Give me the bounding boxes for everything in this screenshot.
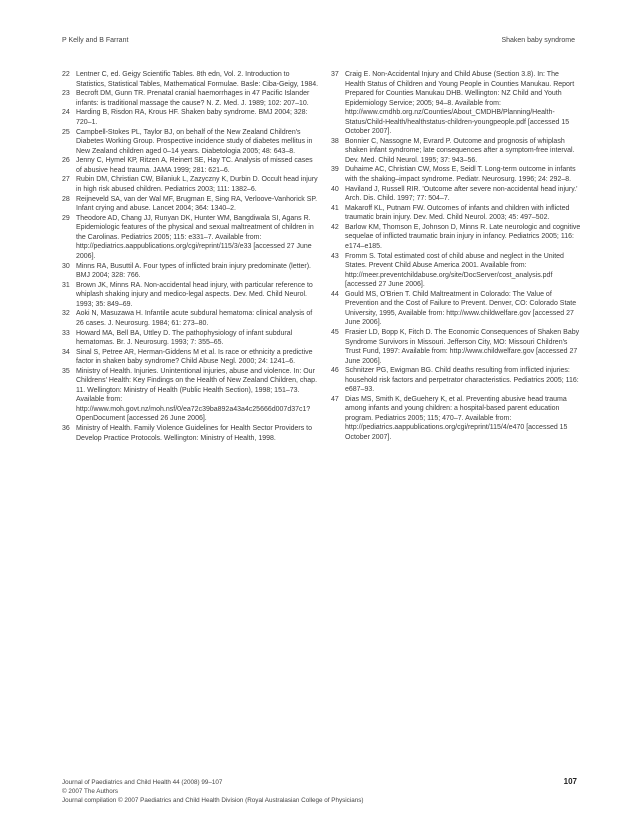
- reference-item: [331, 70, 581, 137]
- footer-journal-citation: Journal of Paediatrics and Child Health 44 (2008) 99–107: [62, 779, 223, 786]
- reference-number: 47: [331, 395, 339, 403]
- reference-text: Bonnier C, Nassogne M, Evrard P. Outcome and prognosis of whiplash shaken infant syndrome; late consequences after a symptom-free interval. Dev. Med. Child Neurol. 1995; 37: 943–56.: [345, 137, 575, 164]
- reference-number: 41: [331, 204, 339, 212]
- reference-number: 40: [331, 185, 339, 193]
- reference-number: 39: [331, 166, 339, 174]
- reference-item: [62, 156, 320, 175]
- reference-item: [62, 348, 320, 367]
- reference-text: Haviland J, Russell RIR. 'Outcome after severe non-accidental head injury.' Arch. Dis. Child. 1997; 77: 504–7.: [345, 185, 578, 203]
- reference-item: [331, 252, 581, 290]
- reference-number: 26: [62, 157, 70, 165]
- reference-item: [62, 195, 320, 214]
- reference-number: 25: [62, 128, 70, 136]
- reference-text: Rubin DM, Christian CW, Bilaniuk L, Zazyczny K, Durbin D. Occult head injury in high risk abused children. Pediatrics 2003; 111: 1382–6.: [76, 176, 318, 193]
- reference-text: Reijneveld SA, van der Wal MF, Brugman E, Sing RA, Verloove-Vanhorick SP. Infant crying and abuse. Lancet 2004; 364: 1340–2.: [76, 195, 318, 213]
- footer-compilation: Journal compilation © 2007 Paediatrics and Child Health Division (Royal Australasian College of Physicians): [62, 797, 364, 804]
- references-right-column: [331, 70, 581, 443]
- reference-number: 45: [331, 329, 339, 336]
- reference-item: [62, 108, 320, 127]
- reference-number: 32: [62, 310, 70, 318]
- reference-number: 42: [331, 223, 339, 231]
- reference-text: Schnitzer PG, Ewigman BG. Child deaths resulting from inflicted injuries: household risk factors and perpetrator characteristics. Pediatrics 2005; 116: e687–93.: [345, 367, 579, 394]
- reference-number: 44: [331, 290, 339, 298]
- reference-text: Barlow KM, Thomson E, Johnson D, Minns R. Late neurologic and cognitive sequelae of inflicted traumatic brain injury in infancy. Pediatrics 2005; 116: e174–e185.: [345, 223, 581, 250]
- reference-item: [331, 165, 581, 184]
- reference-text: Dias MS, Smith K, deGuehery K, et al. Preventing abusive head trauma among infants and young children: a hospital-based parent education program. Pediatrics 2005; 115; 470–7. Available from: http://pediatrics.aappublications.org/cgi/reprint/115/4/e470 [accessed 15 October 2007].: [345, 395, 568, 441]
- reference-number: 43: [331, 252, 339, 260]
- reference-number: 27: [62, 176, 70, 184]
- reference-text: Becroft DM, Gunn TR. Prenatal cranial haemorrhages in 47 Pacific Islander infants: is traditional massage the cause? N. Z. Med. J. 1989; 102: 207–10.: [76, 90, 310, 107]
- running-header-authors: P Kelly and B Farrant: [62, 37, 129, 44]
- reference-item: [62, 70, 320, 89]
- reference-item: [331, 204, 581, 223]
- reference-number: 24: [62, 109, 70, 117]
- reference-item: [331, 137, 581, 166]
- reference-item: [331, 395, 581, 443]
- reference-item: [331, 290, 581, 328]
- reference-number: 23: [62, 90, 70, 98]
- reference-item: [62, 214, 320, 262]
- reference-text: Sinal S, Petree AR, Herman-Giddens M et al. Is race or ethnicity a predictive factor in shaken baby syndrome? Child Abuse Negl. 2000; 24: 1241–6.: [76, 348, 313, 366]
- reference-text: Brown JK, Minns RA. Non-accidental head injury, with particular reference to whiplash shaking injury and medico-legal aspects. Dev. Med. Child Neurol. 1993; 35: 849–69.: [76, 281, 313, 308]
- reference-item: [62, 262, 320, 281]
- reference-text: Ministry of Health. Injuries. Unintentional injuries, abuse and violence. In: Our Childrens' Health: Key Findings on the Health of New Zealand Children, chap. 11. Wellington: Ministry of Health (Public Health Section), 1998; 151–73. Available from: http://www.moh.govt.nz/moh.nsf/0/ea72c39ba892a43a4c25666d007d37c1?OpenDocument [accessed 26 June 2006].: [76, 367, 318, 423]
- reference-text: Jenny C, Hymel KP, Ritzen A, Reinert SE, Hay TC. Analysis of missed cases of abusive head trauma. JAMA 1999; 281: 621–6.: [76, 157, 313, 174]
- references-left-column: [62, 70, 320, 443]
- reference-item: [331, 185, 581, 204]
- reference-text: Minns RA, Busuttil A. Four types of inflicted brain injury predominate (letter). BMJ 2004; 328: 766.: [76, 262, 311, 279]
- reference-item: [62, 128, 320, 157]
- reference-number: 22: [62, 71, 70, 78]
- reference-item: [62, 367, 320, 424]
- reference-text: Theodore AD, Chang JJ, Runyan DK, Hunter WM, Bangdiwala SI, Agans R. Epidemiologic features of the physical and sexual maltreatment of children in the Carolinas. Pediatrics 2005; 115: e331–7. Available from: http://pediatrics.aappublications.org/cgi/reprint/115/3/e33 [accessed 27 June 2006].: [76, 214, 314, 260]
- reference-text: Duhaime AC, Christian CW, Moss E, Seidl T. Long-term outcome in infants with the shaking–impact syndrome. Pediatr. Neurosurg. 1996; 24: 292–8.: [345, 166, 576, 183]
- reference-number: 36: [62, 425, 70, 433]
- reference-number: 28: [62, 195, 70, 203]
- reference-number: 30: [62, 262, 70, 270]
- page-number: 107: [563, 777, 577, 786]
- reference-number: 31: [62, 281, 70, 289]
- reference-item: [331, 366, 581, 395]
- reference-item: [62, 424, 320, 443]
- reference-number: 29: [62, 214, 70, 222]
- reference-text: Campbell-Stokes PL, Taylor BJ, on behalf of the New Zealand Children's Diabetes Working Group. Prospective incidence study of diabetes mellitus in New Zealand children aged 0–14 years. Diabetologia 2005; 48: 643–8.: [76, 128, 313, 155]
- reference-text: Fromm S. Total estimated cost of child abuse and neglect in the United States. Prevent Child Abuse America 2001. Available from: http://meer.preventchildabuse.org/site/DocServer/cost_analysis.pdf [accessed 27 June 2006].: [345, 252, 564, 289]
- reference-item: [62, 89, 320, 108]
- reference-item: [62, 175, 320, 194]
- reference-text: Gould MS, O'Brien T. Child Maltreatment in Colorado: The Value of Prevention and the Cost of Failure to Prevent. Denver, CO: Colorado State University, 1995, Available from: http://www.childwelfare.gov [accessed 27 June 2006].: [345, 290, 577, 327]
- reference-item: [331, 223, 581, 252]
- reference-text: Harding B, Risdon RA, Krous HF. Shaken baby syndrome. BMJ 2004; 328: 720–1.: [76, 109, 308, 126]
- reference-text: Lentner C, ed. Geigy Scientific Tables. 8th edn, Vol. 2. Introduction to Statistics, Statistical Tables, Mathematical Formulae. Basle: Ciba-Geigy, 1984.: [76, 71, 319, 88]
- reference-number: 35: [62, 367, 70, 375]
- running-header-title: Shaken baby syndrome: [501, 37, 575, 44]
- reference-item: [331, 328, 581, 366]
- reference-text: Howard MA, Bell BA, Uttley D. The pathophysiology of infant subdural hematomas. Br. J. Neurosurg. 1993; 7: 355–65.: [76, 329, 293, 347]
- reference-number: 38: [331, 137, 339, 145]
- reference-number: 46: [331, 367, 339, 375]
- reference-text: Craig E. Non-Accidental Injury and Child Abuse (Section 3.8). In: The Health Status of Children and Young People in Counties Manukau. Report Prepared for Counties Manukau DHB. Wellington: NZ Child and Youth Epidemiology Service; 2005; 94–8. Available from: http://www.cmdhb.org.nz/Counties/About_CMDHB/Planning/Health-Status/Child-Health/healthstatus-children-youngpeople.pdf [accessed 15 October 2007].: [345, 71, 575, 135]
- reference-text: Aoki N, Masuzawa H. Infantile acute subdural hematoma: clinical analysis of 26 cases. J. Neurosurg. 1984; 61: 273–80.: [76, 310, 313, 327]
- reference-text: Frasier LD, Bopp K, Fitch D. The Economic Consequences of Shaken Baby Syndrome Survivors in Missouri. Jefferson City, MO: Missouri Children's Trust Fund, 1997: Available from: http://www.childwelfare.gov [accessed 27 June 2006].: [345, 329, 580, 365]
- reference-item: [62, 329, 320, 348]
- reference-item: [62, 281, 320, 310]
- reference-text: Ministry of Health. Family Violence Guidelines for Health Sector Providers to Develop Practice Protocols. Wellington: Ministry of Health, 1998.: [76, 425, 313, 442]
- reference-number: 33: [62, 329, 70, 337]
- reference-item: [62, 309, 320, 328]
- reference-text: Makaroff KL, Putnam FW. Outcomes of infants and children with inflicted traumatic brain injury. Dev. Med. Child Neurol. 2003; 45: 497–502.: [345, 204, 570, 222]
- reference-number: 34: [62, 348, 70, 356]
- footer-copyright: © 2007 The Authors: [62, 788, 118, 795]
- reference-number: 37: [331, 71, 339, 78]
